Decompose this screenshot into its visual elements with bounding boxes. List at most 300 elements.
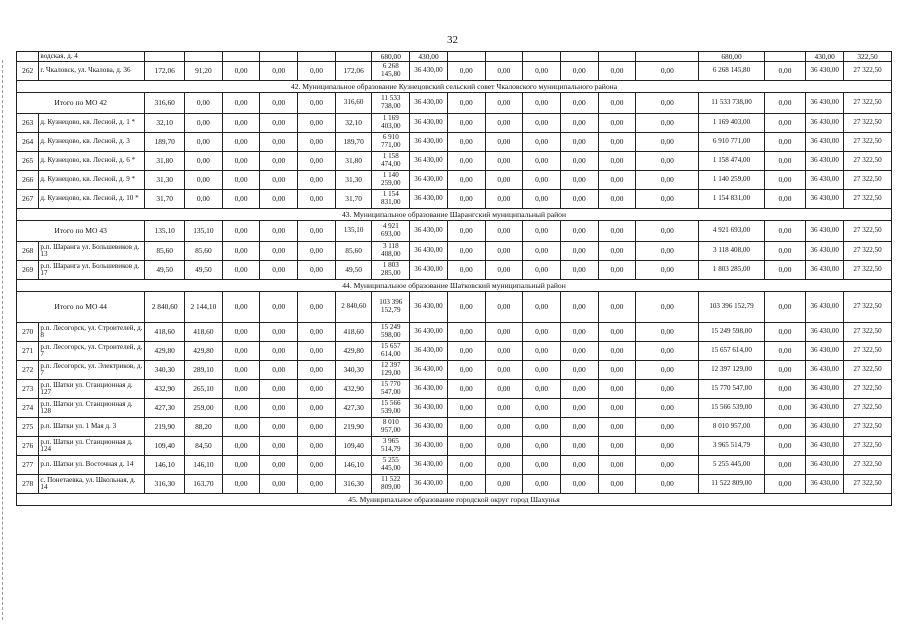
value-cell: 2 144,10 xyxy=(185,292,223,323)
row-number: 276 xyxy=(17,437,39,456)
value-cell xyxy=(260,52,298,62)
value-cell: 85,60 xyxy=(145,242,185,261)
address-cell: р.п. Шатки ул. 1 Мая д. 3 xyxy=(39,418,145,437)
value-cell: 0,00 xyxy=(764,261,806,280)
value-cell: 0,00 xyxy=(523,380,561,399)
value-cell: 0,00 xyxy=(222,475,260,494)
row-number: 271 xyxy=(17,342,39,361)
subtotal-label: Итого по МО 44 xyxy=(17,292,145,323)
row-number: 263 xyxy=(17,114,39,133)
value-cell: 0,00 xyxy=(523,242,561,261)
value-cell: 36 430,00 xyxy=(410,456,448,475)
value-cell: 0,00 xyxy=(636,62,699,81)
value-cell: 0,00 xyxy=(260,456,298,475)
value-cell: 418,60 xyxy=(335,323,372,342)
value-cell: 1 140 259,00 xyxy=(372,171,410,190)
value-cell: 0,00 xyxy=(598,152,636,171)
section-header-row xyxy=(17,81,892,93)
value-cell: 27 322,50 xyxy=(844,323,892,342)
value-cell: 0,00 xyxy=(222,133,260,152)
value-cell: 0,00 xyxy=(185,133,223,152)
value-cell: 36 430,00 xyxy=(806,456,844,475)
value-cell: 432,90 xyxy=(145,380,185,399)
value-cell: 36 430,00 xyxy=(806,152,844,171)
value-cell: 0,00 xyxy=(485,456,523,475)
value-cell: 36 430,00 xyxy=(806,418,844,437)
table-row xyxy=(17,133,892,152)
value-cell: 0,00 xyxy=(185,93,223,114)
value-cell: 0,00 xyxy=(636,437,699,456)
value-cell: 27 322,50 xyxy=(844,292,892,323)
address-cell: с. Понетаевка, ул. Школьная, д. 14 xyxy=(39,475,145,494)
value-cell: 0,00 xyxy=(764,380,806,399)
value-cell: 0,00 xyxy=(636,323,699,342)
address-cell: д. Кузнецово, кв. Лесной, д. 10 * xyxy=(39,190,145,209)
value-cell: 36 430,00 xyxy=(806,221,844,242)
table-row xyxy=(17,361,892,380)
value-cell: 0,00 xyxy=(560,380,598,399)
value-cell: 15 249 598,00 xyxy=(372,323,410,342)
value-cell: 0,00 xyxy=(447,399,485,418)
value-cell: 31,70 xyxy=(335,190,372,209)
value-cell: 103 396 152,79 xyxy=(372,292,410,323)
value-cell: 0,00 xyxy=(636,261,699,280)
value-cell: 27 322,50 xyxy=(844,261,892,280)
value-cell: 36 430,00 xyxy=(410,475,448,494)
value-cell: 0,00 xyxy=(222,399,260,418)
value-cell: 0,00 xyxy=(598,93,636,114)
value-cell: 0,00 xyxy=(260,171,298,190)
value-cell: 0,00 xyxy=(598,114,636,133)
value-cell: 1 803 285,00 xyxy=(372,261,410,280)
value-cell: 0,00 xyxy=(485,323,523,342)
subtotal-row xyxy=(17,93,892,114)
value-cell: 0,00 xyxy=(222,93,260,114)
value-cell: 0,00 xyxy=(298,114,336,133)
value-cell: 0,00 xyxy=(222,292,260,323)
value-cell: 0,00 xyxy=(222,242,260,261)
value-cell: 36 430,00 xyxy=(806,361,844,380)
value-cell: 0,00 xyxy=(764,418,806,437)
address-cell: д. Кузнецово, кв. Лесной, д. 1 * xyxy=(39,114,145,133)
value-cell: 27 322,50 xyxy=(844,399,892,418)
address-cell: д. Кузнецово, кв. Лесной, д. 3 xyxy=(39,133,145,152)
value-cell: 1 803 285,00 xyxy=(699,261,764,280)
value-cell: 0,00 xyxy=(260,475,298,494)
value-cell: 0,00 xyxy=(636,292,699,323)
value-cell: 0,00 xyxy=(764,190,806,209)
value-cell: 0,00 xyxy=(222,342,260,361)
value-cell: 0,00 xyxy=(260,242,298,261)
value-cell: 0,00 xyxy=(523,114,561,133)
value-cell: 340,30 xyxy=(145,361,185,380)
value-cell: 0,00 xyxy=(598,437,636,456)
value-cell: 0,00 xyxy=(485,242,523,261)
binding-margin-line xyxy=(2,60,5,620)
value-cell: 0,00 xyxy=(598,221,636,242)
value-cell: 0,00 xyxy=(523,190,561,209)
value-cell: 8 010 957,00 xyxy=(372,418,410,437)
value-cell: 0,00 xyxy=(260,342,298,361)
value-cell: 0,00 xyxy=(636,114,699,133)
value-cell: 0,00 xyxy=(298,221,336,242)
value-cell: 0,00 xyxy=(447,152,485,171)
value-cell: 8 010 957,00 xyxy=(699,418,764,437)
value-cell: 27 322,50 xyxy=(844,93,892,114)
value-cell: 0,00 xyxy=(447,323,485,342)
value-cell: 15 566 539,00 xyxy=(372,399,410,418)
value-cell: 27 322,50 xyxy=(844,418,892,437)
value-cell: 27 322,50 xyxy=(844,342,892,361)
value-cell: 109,40 xyxy=(145,437,185,456)
value-cell: 135,10 xyxy=(185,221,223,242)
value-cell xyxy=(447,52,485,62)
value-cell: 0,00 xyxy=(636,190,699,209)
value-cell xyxy=(145,52,185,62)
value-cell: 0,00 xyxy=(260,133,298,152)
value-cell: 36 430,00 xyxy=(410,361,448,380)
value-cell: 0,00 xyxy=(560,171,598,190)
value-cell: 36 430,00 xyxy=(806,342,844,361)
value-cell: 36 430,00 xyxy=(410,221,448,242)
value-cell: 31,70 xyxy=(145,190,185,209)
value-cell: 4 921 693,00 xyxy=(372,221,410,242)
value-cell: 163,70 xyxy=(185,475,223,494)
value-cell xyxy=(335,52,372,62)
value-cell: 36 430,00 xyxy=(410,93,448,114)
value-cell: 36 430,00 xyxy=(410,114,448,133)
value-cell: 0,00 xyxy=(298,133,336,152)
value-cell: 0,00 xyxy=(636,221,699,242)
address-cell: д. Кузнецово, кв. Лесной, д. 9 * xyxy=(39,171,145,190)
value-cell: 0,00 xyxy=(185,152,223,171)
table-row xyxy=(17,62,892,81)
value-cell: 0,00 xyxy=(560,418,598,437)
value-cell: 0,00 xyxy=(560,323,598,342)
value-cell: 0,00 xyxy=(764,114,806,133)
value-cell: 0,00 xyxy=(485,261,523,280)
value-cell: 0,00 xyxy=(260,380,298,399)
row-number: 275 xyxy=(17,418,39,437)
row-number: 268 xyxy=(17,242,39,261)
row-number: 266 xyxy=(17,171,39,190)
row-number: 265 xyxy=(17,152,39,171)
value-cell: 0,00 xyxy=(485,221,523,242)
value-cell: 0,00 xyxy=(485,190,523,209)
table-row xyxy=(17,399,892,418)
value-cell: 27 322,50 xyxy=(844,456,892,475)
value-cell: 146,10 xyxy=(335,456,372,475)
value-cell: 0,00 xyxy=(260,114,298,133)
value-cell: 189,70 xyxy=(145,133,185,152)
value-cell: 15 770 547,00 xyxy=(699,380,764,399)
section-header-row xyxy=(17,494,892,506)
value-cell: 4 921 693,00 xyxy=(699,221,764,242)
value-cell: 36 430,00 xyxy=(410,133,448,152)
value-cell: 15 566 539,00 xyxy=(699,399,764,418)
value-cell: 0,00 xyxy=(260,93,298,114)
value-cell: 91,20 xyxy=(185,62,223,81)
value-cell: 0,00 xyxy=(447,93,485,114)
value-cell: 11 533 738,00 xyxy=(699,93,764,114)
value-cell: 0,00 xyxy=(560,342,598,361)
value-cell: 0,00 xyxy=(560,292,598,323)
value-cell: 0,00 xyxy=(523,361,561,380)
value-cell: 0,00 xyxy=(560,361,598,380)
value-cell xyxy=(185,52,223,62)
section-header-row xyxy=(17,280,892,292)
value-cell: 0,00 xyxy=(523,475,561,494)
value-cell: 36 430,00 xyxy=(806,437,844,456)
value-cell: 0,00 xyxy=(598,380,636,399)
value-cell: 0,00 xyxy=(298,475,336,494)
value-cell: 109,40 xyxy=(335,437,372,456)
value-cell: 27 322,50 xyxy=(844,475,892,494)
address-cell: р.п. Шаранга ул. Большевиков д. 13 xyxy=(39,242,145,261)
value-cell: 31,80 xyxy=(145,152,185,171)
value-cell: 0,00 xyxy=(598,190,636,209)
value-cell: 0,00 xyxy=(636,380,699,399)
value-cell: 0,00 xyxy=(222,361,260,380)
address-cell: водская, д. 4 xyxy=(39,52,145,62)
value-cell: 0,00 xyxy=(560,62,598,81)
value-cell: 12 397 129,00 xyxy=(699,361,764,380)
value-cell: 0,00 xyxy=(222,114,260,133)
value-cell: 36 430,00 xyxy=(806,171,844,190)
table-row xyxy=(17,456,892,475)
row-number: 274 xyxy=(17,399,39,418)
value-cell: 1 169 403,00 xyxy=(699,114,764,133)
value-cell: 0,00 xyxy=(447,190,485,209)
value-cell: 0,00 xyxy=(764,93,806,114)
value-cell: 36 430,00 xyxy=(410,380,448,399)
value-cell: 6 910 771,00 xyxy=(372,133,410,152)
value-cell: 0,00 xyxy=(560,93,598,114)
value-cell: 1 158 474,00 xyxy=(699,152,764,171)
value-cell: 0,00 xyxy=(185,171,223,190)
value-cell: 189,70 xyxy=(335,133,372,152)
value-cell: 85,60 xyxy=(335,242,372,261)
value-cell: 0,00 xyxy=(260,221,298,242)
value-cell: 103 396 152,79 xyxy=(699,292,764,323)
value-cell: 0,00 xyxy=(636,418,699,437)
value-cell: 0,00 xyxy=(485,399,523,418)
value-cell: 680,00 xyxy=(372,52,410,62)
value-cell: 36 430,00 xyxy=(410,242,448,261)
value-cell: 0,00 xyxy=(598,292,636,323)
value-cell: 0,00 xyxy=(598,456,636,475)
value-cell: 680,00 xyxy=(699,52,764,62)
address-cell: р.п. Лесогорск, ул. Строителей, д. 8 xyxy=(39,323,145,342)
value-cell xyxy=(636,52,699,62)
subtotal-row xyxy=(17,292,892,323)
table-row xyxy=(17,437,892,456)
value-cell: 0,00 xyxy=(447,292,485,323)
value-cell: 0,00 xyxy=(598,399,636,418)
value-cell: 0,00 xyxy=(485,152,523,171)
value-cell: 3 118 408,00 xyxy=(372,242,410,261)
value-cell: 0,00 xyxy=(764,475,806,494)
value-cell: 265,10 xyxy=(185,380,223,399)
value-cell: 0,00 xyxy=(636,361,699,380)
address-cell: р.п. Шаранга ул. Большевиков д. 17 xyxy=(39,261,145,280)
value-cell: 0,00 xyxy=(523,171,561,190)
value-cell: 0,00 xyxy=(447,133,485,152)
value-cell: 0,00 xyxy=(485,171,523,190)
subtotal-label: Итого по МО 43 xyxy=(17,221,145,242)
value-cell: 0,00 xyxy=(222,418,260,437)
value-cell: 0,00 xyxy=(485,342,523,361)
value-cell: 36 430,00 xyxy=(806,261,844,280)
value-cell: 429,80 xyxy=(185,342,223,361)
value-cell: 0,00 xyxy=(298,152,336,171)
value-cell: 36 430,00 xyxy=(806,399,844,418)
value-cell: 36 430,00 xyxy=(410,418,448,437)
value-cell: 0,00 xyxy=(598,133,636,152)
value-cell: 0,00 xyxy=(560,152,598,171)
value-cell: 0,00 xyxy=(485,114,523,133)
value-cell: 36 430,00 xyxy=(806,114,844,133)
value-cell: 0,00 xyxy=(523,418,561,437)
table-row xyxy=(17,380,892,399)
section-title: 45. Муниципальное образование городской округ город Шахунья xyxy=(17,494,892,506)
address-cell: р.п. Шатки ул. Станционная д. 128 xyxy=(39,399,145,418)
value-cell: 0,00 xyxy=(764,152,806,171)
address-cell: р.п. Шатки ул. Восточная д. 14 xyxy=(39,456,145,475)
value-cell: 322,50 xyxy=(844,52,892,62)
value-cell: 36 430,00 xyxy=(410,399,448,418)
address-cell: р.п. Лесогорск, ул. Строителей, д. 7 xyxy=(39,342,145,361)
value-cell: 27 322,50 xyxy=(844,361,892,380)
value-cell: 0,00 xyxy=(260,437,298,456)
table-row xyxy=(17,52,892,62)
value-cell: 31,30 xyxy=(335,171,372,190)
value-cell: 0,00 xyxy=(598,342,636,361)
value-cell: 88,20 xyxy=(185,418,223,437)
value-cell: 0,00 xyxy=(636,456,699,475)
value-cell: 0,00 xyxy=(222,380,260,399)
value-cell: 36 430,00 xyxy=(410,437,448,456)
value-cell: 289,10 xyxy=(185,361,223,380)
value-cell: 36 430,00 xyxy=(410,152,448,171)
value-cell: 27 322,50 xyxy=(844,242,892,261)
value-cell: 0,00 xyxy=(523,261,561,280)
value-cell: 316,60 xyxy=(145,93,185,114)
value-cell: 430,00 xyxy=(806,52,844,62)
value-cell: 0,00 xyxy=(636,152,699,171)
value-cell: 430,00 xyxy=(410,52,448,62)
value-cell: 36 430,00 xyxy=(806,475,844,494)
section-title: 44. Муниципальное образование Шатковский муниципальный район xyxy=(17,280,892,292)
housing-program-table xyxy=(16,51,892,506)
value-cell: 0,00 xyxy=(636,242,699,261)
value-cell: 0,00 xyxy=(298,323,336,342)
value-cell: 0,00 xyxy=(485,93,523,114)
value-cell: 0,00 xyxy=(485,418,523,437)
value-cell: 0,00 xyxy=(298,93,336,114)
value-cell: 0,00 xyxy=(298,437,336,456)
value-cell: 36 430,00 xyxy=(806,242,844,261)
value-cell: 340,30 xyxy=(335,361,372,380)
row-number: 269 xyxy=(17,261,39,280)
value-cell: 0,00 xyxy=(447,361,485,380)
value-cell: 0,00 xyxy=(560,221,598,242)
value-cell: 1 158 474,00 xyxy=(372,152,410,171)
value-cell: 31,30 xyxy=(145,171,185,190)
value-cell: 0,00 xyxy=(485,475,523,494)
value-cell: 15 249 598,00 xyxy=(699,323,764,342)
row-number: 278 xyxy=(17,475,39,494)
subtotal-row xyxy=(17,221,892,242)
value-cell: 27 322,50 xyxy=(844,190,892,209)
value-cell: 36 430,00 xyxy=(410,342,448,361)
value-cell: 0,00 xyxy=(523,399,561,418)
value-cell: 135,10 xyxy=(145,221,185,242)
value-cell: 11 522 809,00 xyxy=(372,475,410,494)
value-cell: 418,60 xyxy=(185,323,223,342)
value-cell: 0,00 xyxy=(560,133,598,152)
value-cell: 27 322,50 xyxy=(844,437,892,456)
value-cell: 0,00 xyxy=(260,62,298,81)
value-cell: 0,00 xyxy=(764,62,806,81)
address-cell: р.п. Шатки ул. Станционная д. 127 xyxy=(39,380,145,399)
value-cell: 36 430,00 xyxy=(806,93,844,114)
value-cell: 0,00 xyxy=(764,361,806,380)
value-cell: 0,00 xyxy=(523,221,561,242)
value-cell: 0,00 xyxy=(485,292,523,323)
value-cell: 0,00 xyxy=(260,418,298,437)
value-cell xyxy=(17,52,39,62)
value-cell: 0,00 xyxy=(222,62,260,81)
value-cell: 85,60 xyxy=(185,242,223,261)
value-cell: 0,00 xyxy=(764,342,806,361)
value-cell: 0,00 xyxy=(560,437,598,456)
value-cell: 36 430,00 xyxy=(806,323,844,342)
value-cell: 0,00 xyxy=(560,399,598,418)
value-cell: 31,80 xyxy=(335,152,372,171)
value-cell: 36 430,00 xyxy=(806,292,844,323)
value-cell: 6 268 145,80 xyxy=(699,62,764,81)
value-cell: 6 268 145,80 xyxy=(372,62,410,81)
value-cell: 0,00 xyxy=(636,171,699,190)
value-cell: 0,00 xyxy=(636,93,699,114)
value-cell: 27 322,50 xyxy=(844,152,892,171)
value-cell: 36 430,00 xyxy=(806,133,844,152)
value-cell: 32,10 xyxy=(145,114,185,133)
value-cell: 0,00 xyxy=(598,261,636,280)
value-cell: 316,30 xyxy=(145,475,185,494)
value-cell: 0,00 xyxy=(560,475,598,494)
value-cell: 5 255 445,00 xyxy=(699,456,764,475)
value-cell: 0,00 xyxy=(523,152,561,171)
value-cell: 0,00 xyxy=(598,418,636,437)
page-number: 32 xyxy=(447,34,458,46)
value-cell: 0,00 xyxy=(636,399,699,418)
value-cell: 0,00 xyxy=(523,323,561,342)
value-cell: 0,00 xyxy=(523,437,561,456)
value-cell: 0,00 xyxy=(560,456,598,475)
row-number: 273 xyxy=(17,380,39,399)
value-cell: 27 322,50 xyxy=(844,114,892,133)
value-cell: 27 322,50 xyxy=(844,380,892,399)
value-cell: 316,30 xyxy=(335,475,372,494)
value-cell: 0,00 xyxy=(222,323,260,342)
value-cell: 49,50 xyxy=(185,261,223,280)
table-row xyxy=(17,171,892,190)
value-cell: 27 322,50 xyxy=(844,133,892,152)
table-row xyxy=(17,261,892,280)
value-cell: 36 430,00 xyxy=(806,190,844,209)
